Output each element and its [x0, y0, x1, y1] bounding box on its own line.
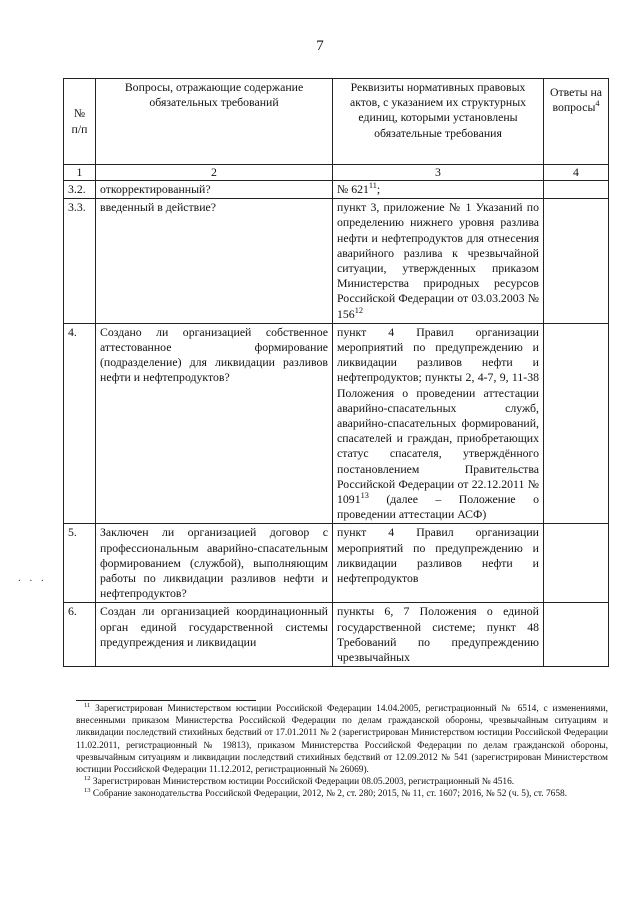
header-acts: Реквизиты нормативных правовых актов, с указанием их структурных единиц, которыми установлены обязательные требования: [333, 79, 544, 165]
footnote-mark: 13: [84, 787, 91, 795]
row-act-tail: (далее – Положение о проведении аттестации АСФ): [337, 492, 539, 522]
row-act-text: пункт 4 Правил организации мероприятий по предупреждению и ликвидации разливов нефти и нефтепродуктов; пункты 2, 4-7, 9, 11-38 Положения о проведении аттестации аварийно-спасательных служб, аварийно-спасательных формирований, спасателей и граждан, приобретающих статус спасателя, утверждённого постановлением Правительства Российской Федерации от 22.12.2011 № 1091: [337, 324, 539, 507]
row-num: 5.: [64, 524, 96, 603]
page-number: 7: [316, 38, 324, 54]
row-act: [333, 323, 544, 524]
row-question: Создано ли организацией собственное аттестованное формирование (подразделение) для ликвидации разливов нефти и нефтепродуктов?: [96, 323, 333, 524]
margin-dots: . . .: [18, 572, 47, 584]
row-question: Создан ли организацией координационный орган единой государственной системы предупреждения и ликвидации: [96, 603, 333, 667]
footnote: [76, 703, 608, 776]
row-answer: [544, 181, 609, 199]
header-num: № п/п: [64, 79, 96, 165]
row-act: [333, 603, 544, 667]
col-number-2: 2: [96, 165, 333, 181]
row-question: введенный в действие?: [96, 199, 333, 324]
col-number-4: 4: [544, 165, 609, 181]
header-questions: Вопросы, отражающие содержание обязательных требований: [96, 79, 333, 165]
row-answer: [544, 524, 609, 603]
requirements-table: [63, 78, 609, 667]
footnote: [76, 788, 608, 800]
col-number-1: 1: [64, 165, 96, 181]
table-row: [64, 524, 609, 603]
row-act-text: пункты 6, 7 Положения о единой государственной системе; пункт 48 Требований по предупреждению чрезвычайных: [337, 604, 539, 665]
header-answers-sup: 4: [595, 99, 600, 109]
column-numbers-row: [64, 165, 609, 181]
row-question: откорректированный?: [96, 181, 333, 199]
header-answers: [544, 79, 609, 165]
table-row: [64, 199, 609, 324]
header-answers-text: Ответы на вопросы: [550, 85, 602, 115]
row-act-text: № 621: [337, 182, 369, 196]
row-num: 3.3.: [64, 199, 96, 324]
footnote-text: Зарегистрирован Министерством юстиции Российской Федерации 14.04.2005, регистрационный № 6514, с изменениями, внесенными приказом Министерства Российской Федерации по делам гражданской обороны, чрезвычайным ситуациям и ликвидации последствий стихийных бедствий от 17.01.2011 № 2 (зарегистрирован Министерством юстиции Российской Федерации 11.02.2011, регистрационный № 19813), приказом Министерства Российской Федерации по делам гражданской обороны, чрезвычайным ситуациям и ликвидации последствий стихийных бедствий от 12.09.2012 № 541 (зарегистрирован Министерством юстиции Российской Федерации 11.12.2012, регистрационный № 26069).: [76, 704, 608, 776]
footnote-text: Собрание законодательства Российской Федерации, 2012, № 2, ст. 280; 2015, № 11, ст. 1607; 2016, № 52 (ч. 5), ст. 7658.: [92, 789, 568, 800]
row-act: [333, 199, 544, 324]
row-act: [333, 524, 544, 603]
footnote-divider: [76, 700, 256, 701]
table-row: [64, 181, 609, 199]
row-num: 4.: [64, 323, 96, 524]
col-number-3: 3: [333, 165, 544, 181]
footnote-text: Зарегистрирован Министерством юстиции Российской Федерации 08.05.2003, регистрационный № 4516.: [92, 777, 515, 788]
row-act-text: пункт 3, приложение № 1 Указаний по определению нижнего уровня разлива нефти и нефтепродуктов для отнесения аварийного разлива к чрезвычайной ситуации, утвержденных приказом Министерства природных ресурсов Российской Федерации от 03.03.2003 № 156: [337, 200, 539, 321]
row-num: 6.: [64, 603, 96, 667]
row-answer: [544, 199, 609, 324]
row-act-sup: 13: [360, 491, 369, 501]
table-header-row: [64, 79, 609, 165]
row-answer: [544, 603, 609, 667]
row-num: 3.2.: [64, 181, 96, 199]
row-act-sup: 11: [368, 181, 377, 191]
row-question: Заключен ли организацией договор с профессиональным аварийно-спасательным формированием (службой), выполняющим работы по ликвидации разливов нефти и нефтепродуктов?: [96, 524, 333, 603]
footnotes: [76, 703, 608, 801]
row-answer: [544, 323, 609, 524]
row-act-text: пункт 4 Правил организации мероприятий по предупреждению и ликвидации разливов нефти и нефтепродуктов: [337, 525, 539, 586]
row-act-sup: 12: [354, 305, 363, 315]
table-row: [64, 603, 609, 667]
footnote: [76, 776, 608, 788]
footnote-mark: 12: [84, 775, 91, 783]
footnote-mark: 11: [84, 701, 91, 709]
row-act-tail: ;: [376, 182, 381, 196]
table-row: [64, 323, 609, 524]
row-act: [333, 181, 544, 199]
